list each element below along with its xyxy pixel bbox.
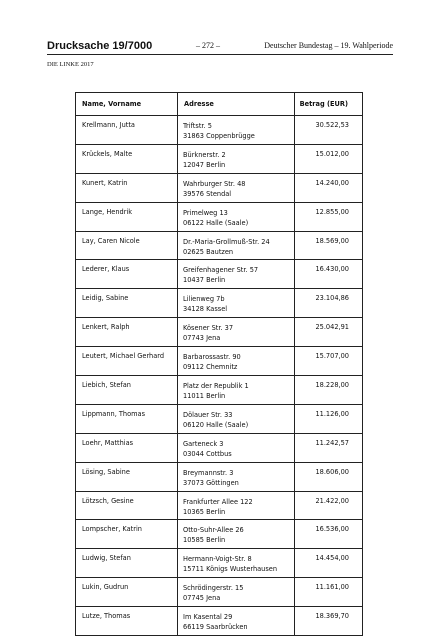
cell-amount: 25.042,91 [295, 318, 363, 347]
cell-address [178, 520, 295, 549]
column-header-address: Adresse [178, 93, 295, 116]
address-city: 07745 Jena [183, 594, 221, 603]
table-row [76, 318, 363, 347]
address-street: Platz der Republik 1 [183, 382, 249, 391]
column-header-amount: Betrag (EUR) [295, 93, 363, 116]
cell-address [178, 549, 295, 578]
table-row [76, 260, 363, 289]
table-row [76, 231, 363, 260]
cell-amount: 18.228,00 [295, 376, 363, 405]
table-body [76, 116, 363, 636]
cell-address [178, 607, 295, 636]
address-city: 31863 Coppenbrügge [183, 132, 255, 140]
address-city: 37073 Göttingen [183, 478, 239, 487]
address-street: Triftstr. 5 [183, 122, 212, 130]
page-header [47, 40, 393, 52]
header-rule [47, 54, 393, 55]
cell-amount: 11.242,57 [295, 433, 363, 462]
table-row [76, 202, 363, 231]
cell-amount: 16.536,00 [295, 520, 363, 549]
cell-name: Lutze, Thomas [76, 607, 178, 636]
document-number: Drucksache 19/7000 [47, 40, 153, 52]
cell-amount: 23.104,86 [295, 289, 363, 318]
cell-address [178, 318, 295, 347]
cell-name: Lippmann, Thomas [76, 404, 178, 433]
cell-amount: 15.707,00 [295, 347, 363, 376]
cell-name: Krückels, Malte [76, 144, 178, 173]
address-street: Frankfurter Allee 122 [183, 497, 253, 506]
cell-name: Lenkert, Ralph [76, 318, 178, 347]
table-row [76, 578, 363, 607]
address-street: Garteneck 3 [183, 439, 224, 448]
address-street: Bürknerstr. 2 [183, 150, 226, 159]
address-city: 02625 Bautzen [183, 247, 234, 256]
address-street: Im Kasental 29 [183, 613, 233, 622]
cell-address [178, 404, 295, 433]
address-street: Kösener Str. 37 [183, 324, 234, 333]
cell-name: Loehr, Matthias [76, 433, 178, 462]
cell-amount: 11.126,00 [295, 404, 363, 433]
party-year-label: DIE LINKE 2017 [47, 61, 94, 68]
table-row [76, 173, 363, 202]
address-city: 09112 Chemnitz [183, 363, 238, 372]
address-city: 39576 Stendal [183, 189, 232, 198]
address-street: Dölauer Str. 33 [183, 410, 233, 419]
address-street: Barbarossastr. 90 [183, 353, 241, 362]
cell-amount: 16.430,00 [295, 260, 363, 289]
cell-name: Lay, Caren Nicole [76, 231, 178, 260]
cell-address [178, 578, 295, 607]
address-street: Lilienweg 7b [183, 295, 225, 304]
address-street: Primelweg 13 [183, 208, 228, 217]
cell-address [178, 289, 295, 318]
address-city: 15711 Königs Wusterhausen [183, 565, 278, 574]
cell-amount: 18.569,00 [295, 231, 363, 260]
page-number: – 272 – [196, 41, 220, 50]
table-row [76, 376, 363, 405]
table-row [76, 289, 363, 318]
table-row [76, 607, 363, 636]
table-row [76, 491, 363, 520]
cell-amount: 21.422,00 [295, 491, 363, 520]
address-city: 11011 Berlin [183, 392, 226, 401]
cell-address [178, 433, 295, 462]
cell-address [178, 144, 295, 173]
address-street: Dr.-Maria-Grollmuß-Str. 24 [183, 237, 270, 246]
cell-name: Liebich, Stefan [76, 376, 178, 405]
donations-table [75, 92, 363, 636]
address-city: 06122 Halle (Saale) [183, 218, 249, 227]
cell-amount: 30.522,53 [295, 116, 363, 145]
cell-name: Lompscher, Katrin [76, 520, 178, 549]
cell-name: Ludwig, Stefan [76, 549, 178, 578]
cell-name: Lötzsch, Gesine [76, 491, 178, 520]
table-row [76, 347, 363, 376]
cell-name: Lukin, Gudrun [76, 578, 178, 607]
cell-amount: 18.606,00 [295, 462, 363, 491]
cell-address [178, 491, 295, 520]
address-street: Breymannstr. 3 [183, 468, 234, 477]
cell-name: Kunert, Katrin [76, 173, 178, 202]
cell-address [178, 231, 295, 260]
table-row [76, 549, 363, 578]
cell-amount: 15.012,00 [295, 144, 363, 173]
address-city: 10365 Berlin [183, 507, 226, 516]
address-city: 03044 Cottbus [183, 449, 232, 458]
address-street: Otto-Suhr-Allee 26 [183, 526, 244, 535]
cell-amount: 11.161,00 [295, 578, 363, 607]
cell-name: Lederer, Klaus [76, 260, 178, 289]
cell-name: Leutert, Michael Gerhard [76, 347, 178, 376]
table-row [76, 433, 363, 462]
cell-address [178, 347, 295, 376]
address-city: 12047 Berlin [183, 160, 226, 169]
address-street: Greifenhagener Str. 57 [183, 266, 259, 275]
column-header-name: Name, Vorname [76, 93, 178, 116]
cell-address [178, 202, 295, 231]
publication-title: Deutscher Bundestag – 19. Wahlperiode [264, 41, 393, 50]
cell-address [178, 116, 295, 145]
cell-amount: 18.369,70 [295, 607, 363, 636]
address-city: 34128 Kassel [183, 305, 228, 314]
table-header-row [76, 93, 363, 116]
table-row [76, 404, 363, 433]
cell-amount: 12.855,00 [295, 202, 363, 231]
cell-amount: 14.454,00 [295, 549, 363, 578]
cell-address [178, 376, 295, 405]
cell-amount: 14.240,00 [295, 173, 363, 202]
cell-address [178, 462, 295, 491]
cell-name: Lange, Hendrik [76, 202, 178, 231]
cell-name: Krellmann, Jutta [76, 116, 178, 145]
table-row [76, 144, 363, 173]
cell-name: Lösing, Sabine [76, 462, 178, 491]
cell-address [178, 260, 295, 289]
address-city: 10437 Berlin [183, 276, 226, 285]
table-row [76, 520, 363, 549]
address-street: Hermann-Voigt-Str. 8 [183, 555, 252, 564]
address-street: Schrödingerstr. 15 [183, 584, 244, 593]
address-city: 06120 Halle (Saale) [183, 420, 249, 429]
address-city: 10585 Berlin [183, 536, 226, 545]
cell-name: Leidig, Sabine [76, 289, 178, 318]
address-street: Wahrburger Str. 48 [183, 179, 246, 188]
address-city: 66119 Saarbrücken [183, 623, 248, 632]
table-row [76, 116, 363, 145]
cell-address [178, 173, 295, 202]
address-city: 07743 Jena [183, 334, 221, 343]
table-row [76, 462, 363, 491]
